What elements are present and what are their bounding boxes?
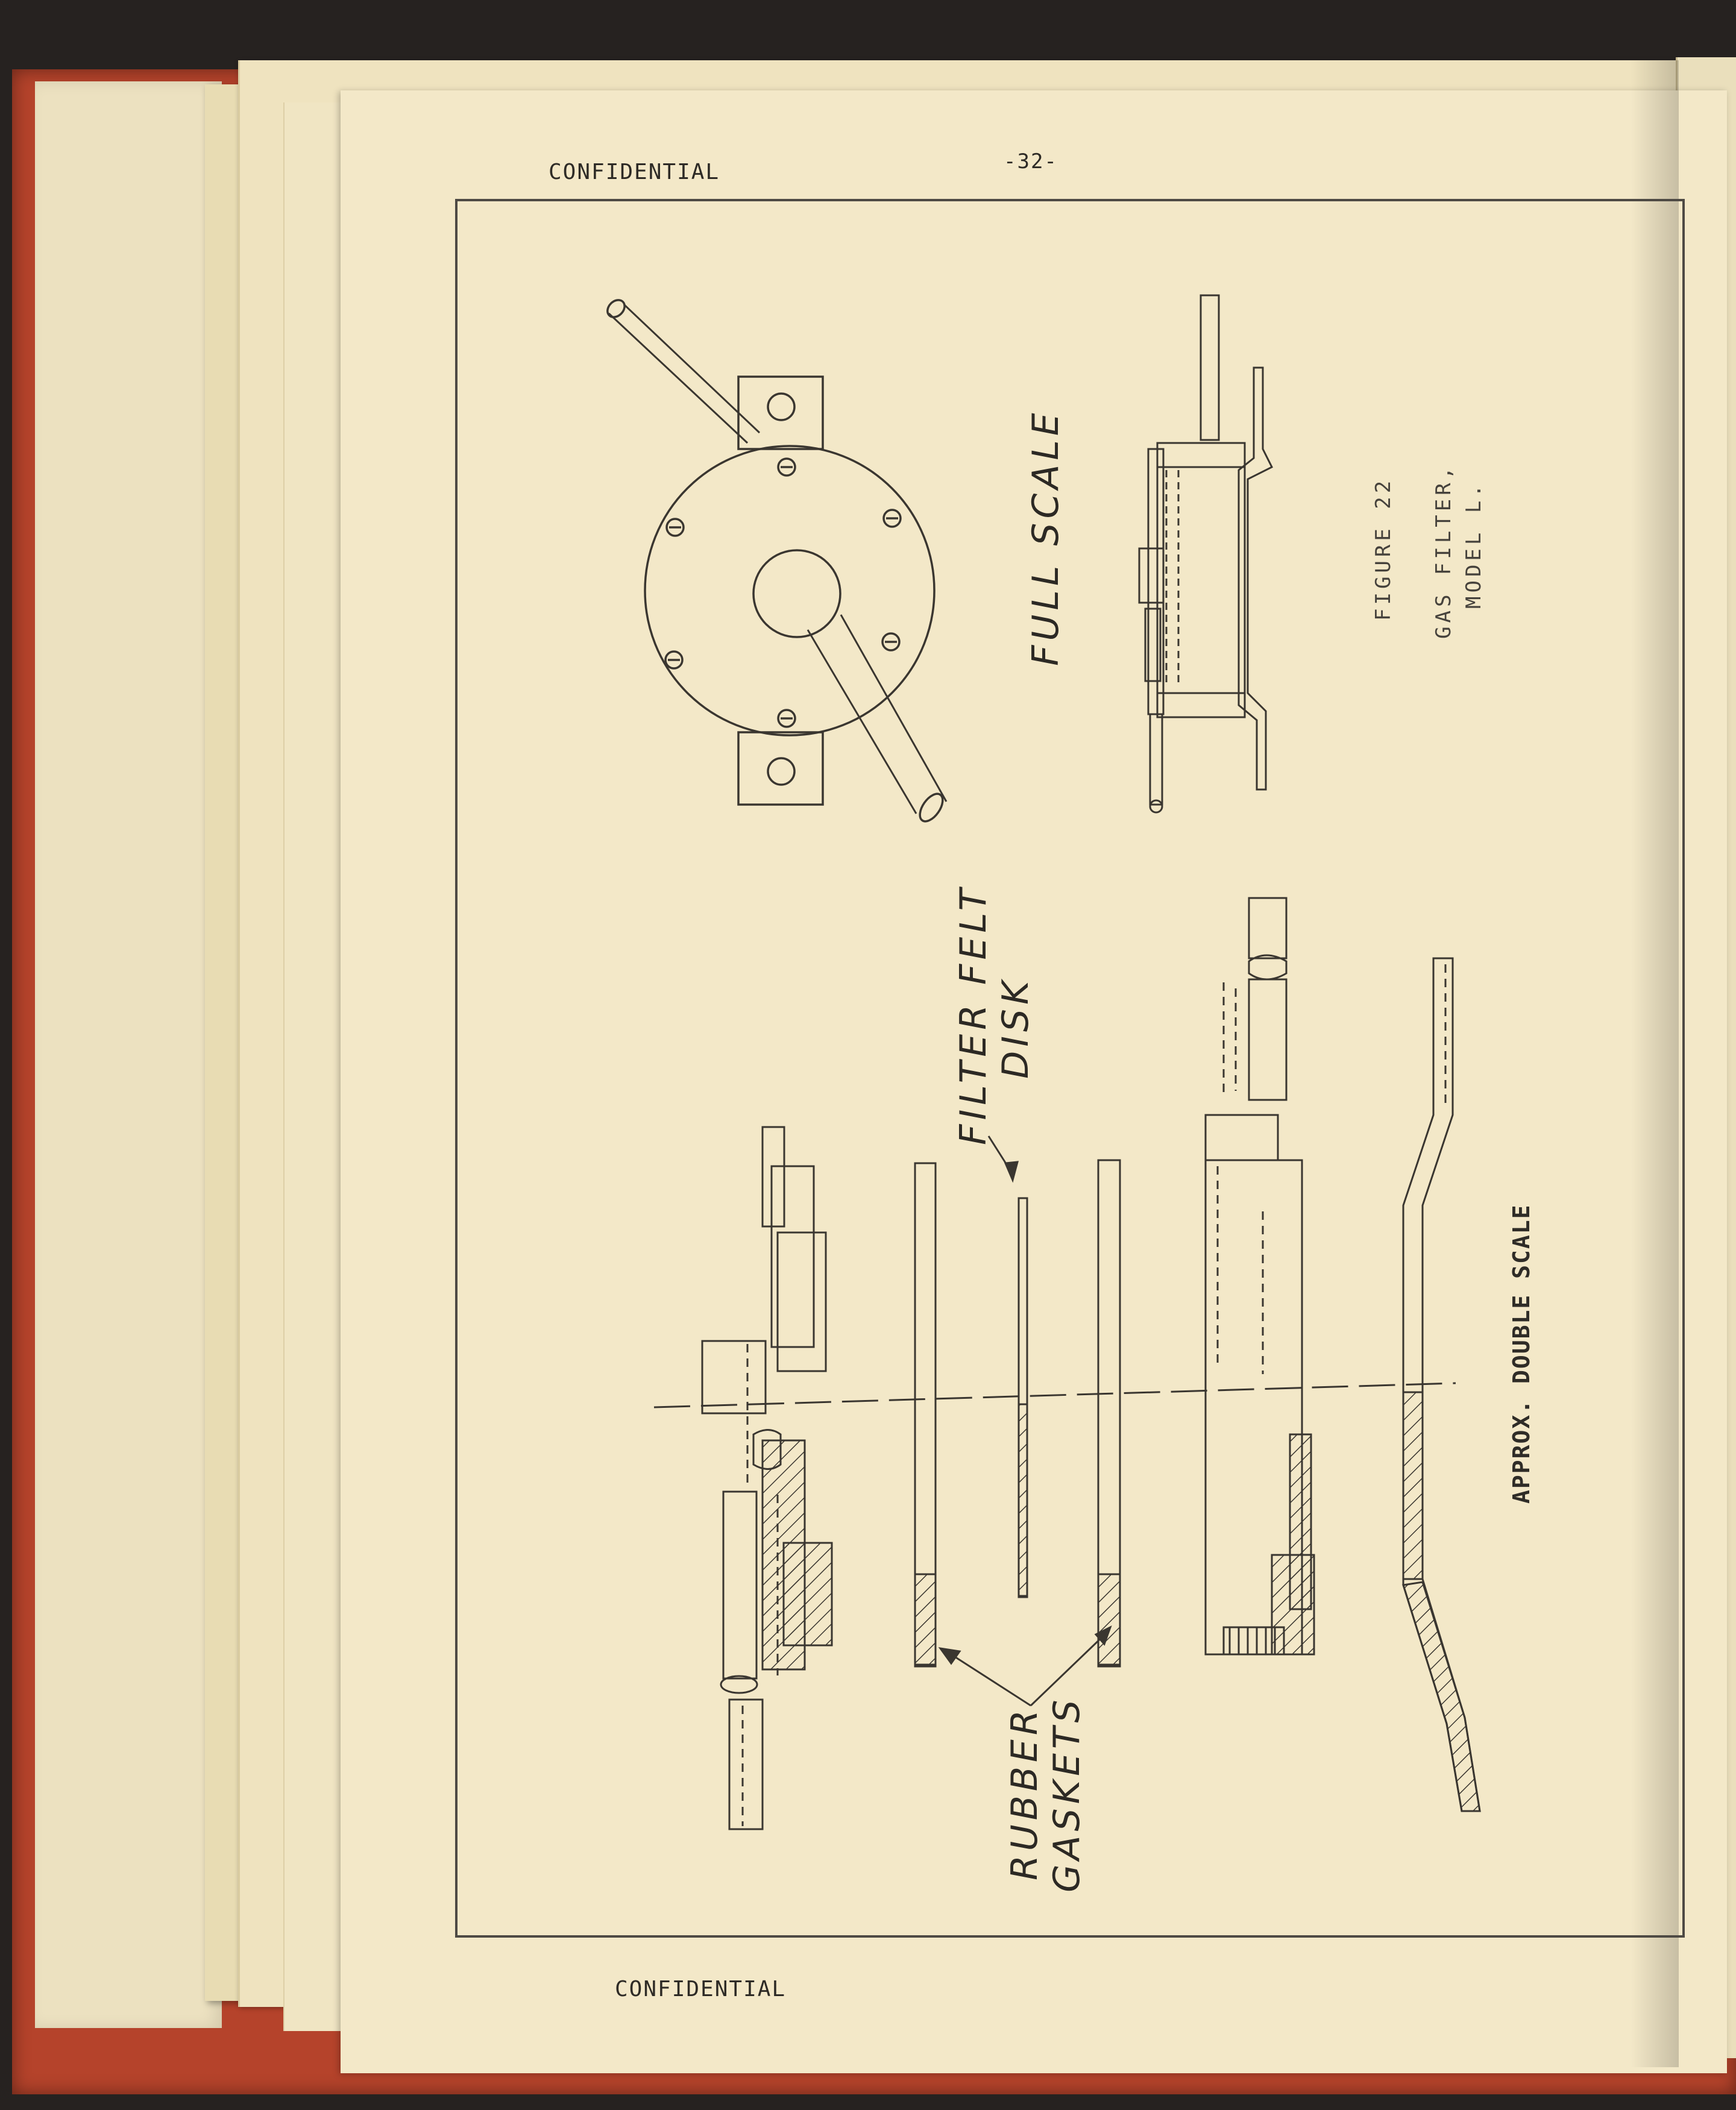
rubber-label: RUBBER [1004, 1706, 1046, 1880]
figure-title: GAS FILTER, [1432, 463, 1456, 639]
center-line [654, 1383, 1456, 1407]
fitting-section [702, 1127, 832, 1829]
figure-number: FIGURE 22 [1371, 477, 1395, 621]
full-scale-label: FULL SCALE [1025, 409, 1067, 666]
figure-model: MODEL L. [1462, 481, 1486, 609]
page-number: -32- [1004, 149, 1058, 174]
filter-felt-label: FILTER FELT [952, 884, 995, 1145]
disk-label: DISK [995, 976, 1037, 1079]
body-section [1206, 898, 1314, 1654]
gaskets-label: GASKETS [1046, 1695, 1088, 1892]
rubber-gaskets-pointer [940, 1627, 1110, 1706]
double-scale-label: APPROX. DOUBLE SCALE [1508, 1204, 1535, 1504]
gasket-section [915, 1160, 1120, 1666]
screw-icon [665, 459, 901, 727]
filter-top-view [604, 297, 947, 825]
filter-side-view [1139, 295, 1272, 812]
footer-confidential: CONFIDENTIAL [615, 1977, 787, 2002]
header-confidential: CONFIDENTIAL [549, 160, 720, 184]
